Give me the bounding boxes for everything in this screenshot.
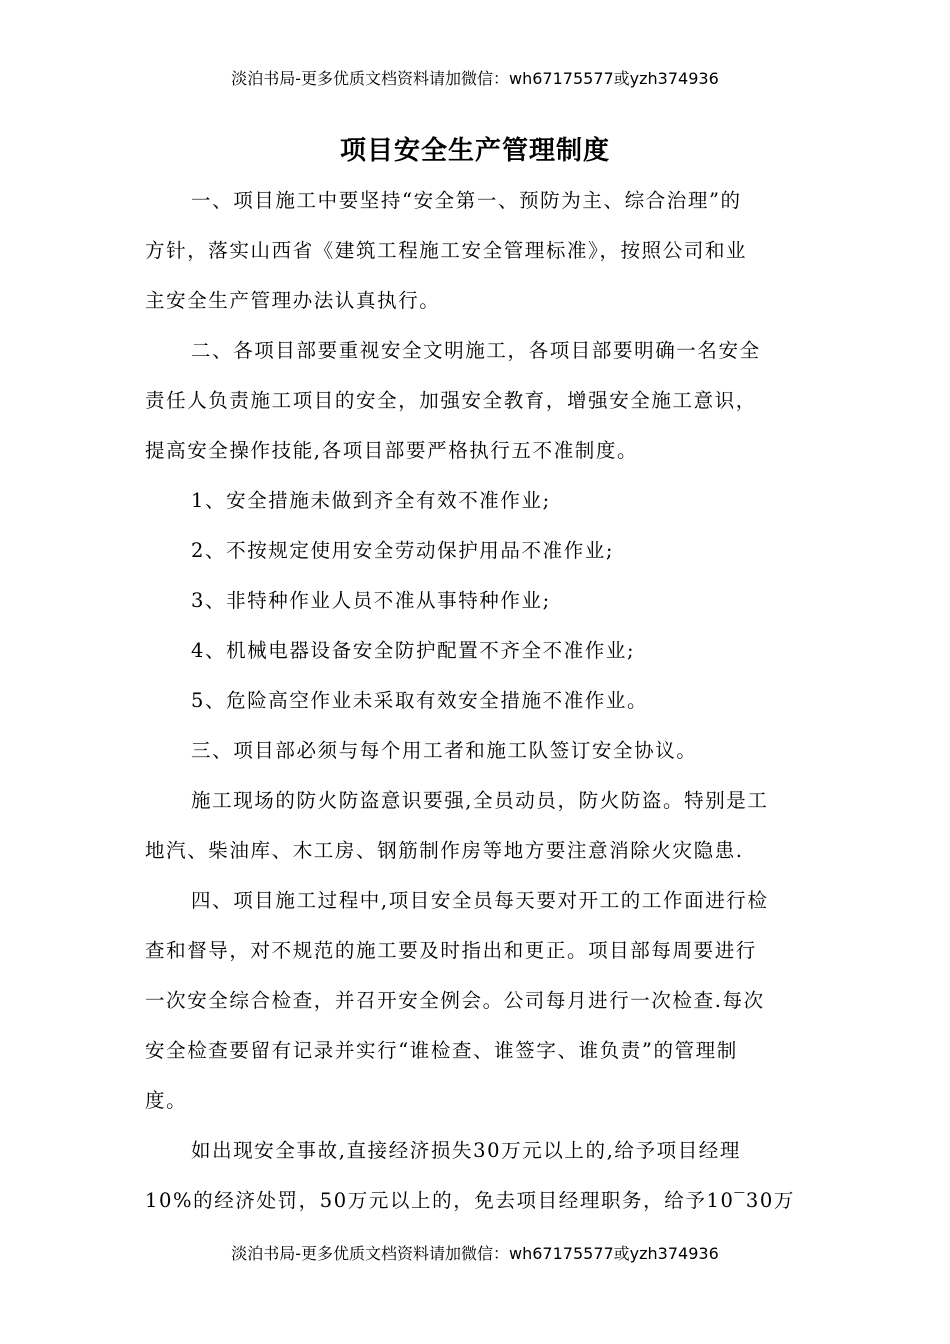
header-banner: 淡泊书局-更多优质文档资料请加微信：wh67175577或yzh374936: [231, 69, 719, 88]
body-line: 三、项目部必须与每个用工者和施工队签订安全协议。: [191, 739, 698, 762]
list-item: 5、危险高空作业未采取有效安全措施不准作业。: [191, 689, 649, 712]
body-line: 四、项目施工过程中,项目安全员每天要对开工的工作面进行检: [191, 889, 769, 912]
body-line: 二、各项目部要重视安全文明施工，各项目部要明确一名安全: [191, 339, 761, 362]
body-line: 责任人负责施工项目的安全，加强安全教育，增强安全施工意识，: [145, 389, 757, 412]
body-line: 度。: [145, 1089, 188, 1112]
body-line: 提高安全操作技能,各项目部要严格执行五不准制度。: [145, 439, 639, 462]
body-line: 如出现安全事故,直接经济损失30万元以上的,给予项目经理: [191, 1139, 742, 1162]
body-line: 主安全生产管理办法认真执行。: [145, 289, 441, 312]
document-body: [145, 176, 810, 1226]
document-title: 项目安全生产管理制度: [339, 136, 610, 166]
body-line: 安全检查要留有记录并实行“谁检查、谁签字、谁负责”的管理制: [145, 1039, 738, 1062]
body-line: 查和督导，对不规范的施工要及时指出和更正。项目部每周要进行: [145, 939, 757, 962]
body-line: 一次安全综合检查，并召开安全例会。公司每月进行一次检查.每次: [145, 989, 765, 1012]
body-line: 一、项目施工中要坚持“安全第一、预防为主、综合治理”的: [191, 189, 742, 212]
body-line: 方针，落实山西省《建筑工程施工安全管理标准》，按照公司和业: [145, 239, 748, 262]
list-item: 3、非特种作业人员不准从事特种作业;: [191, 589, 551, 612]
body-line: 施工现场的防火防盗意识要强,全员动员，防火防盗。特别是工: [191, 789, 769, 812]
footer-banner: 淡泊书局-更多优质文档资料请加微信：wh67175577或yzh374936: [231, 1244, 719, 1263]
list-item: 4、机械电器设备安全防护配置不齐全不准作业;: [191, 639, 636, 662]
list-item: 2、不按规定使用安全劳动保护用品不准作业;: [191, 539, 615, 562]
body-line: 10%的经济处罚，50万元以上的，免去项目经理职务，给予10‾30万: [145, 1189, 795, 1212]
body-line: 地汽、柴油库、木工房、钢筋制作房等地方要注意消除火灾隐患.: [145, 839, 744, 862]
list-item: 1、安全措施未做到齐全有效不准作业;: [191, 489, 551, 512]
